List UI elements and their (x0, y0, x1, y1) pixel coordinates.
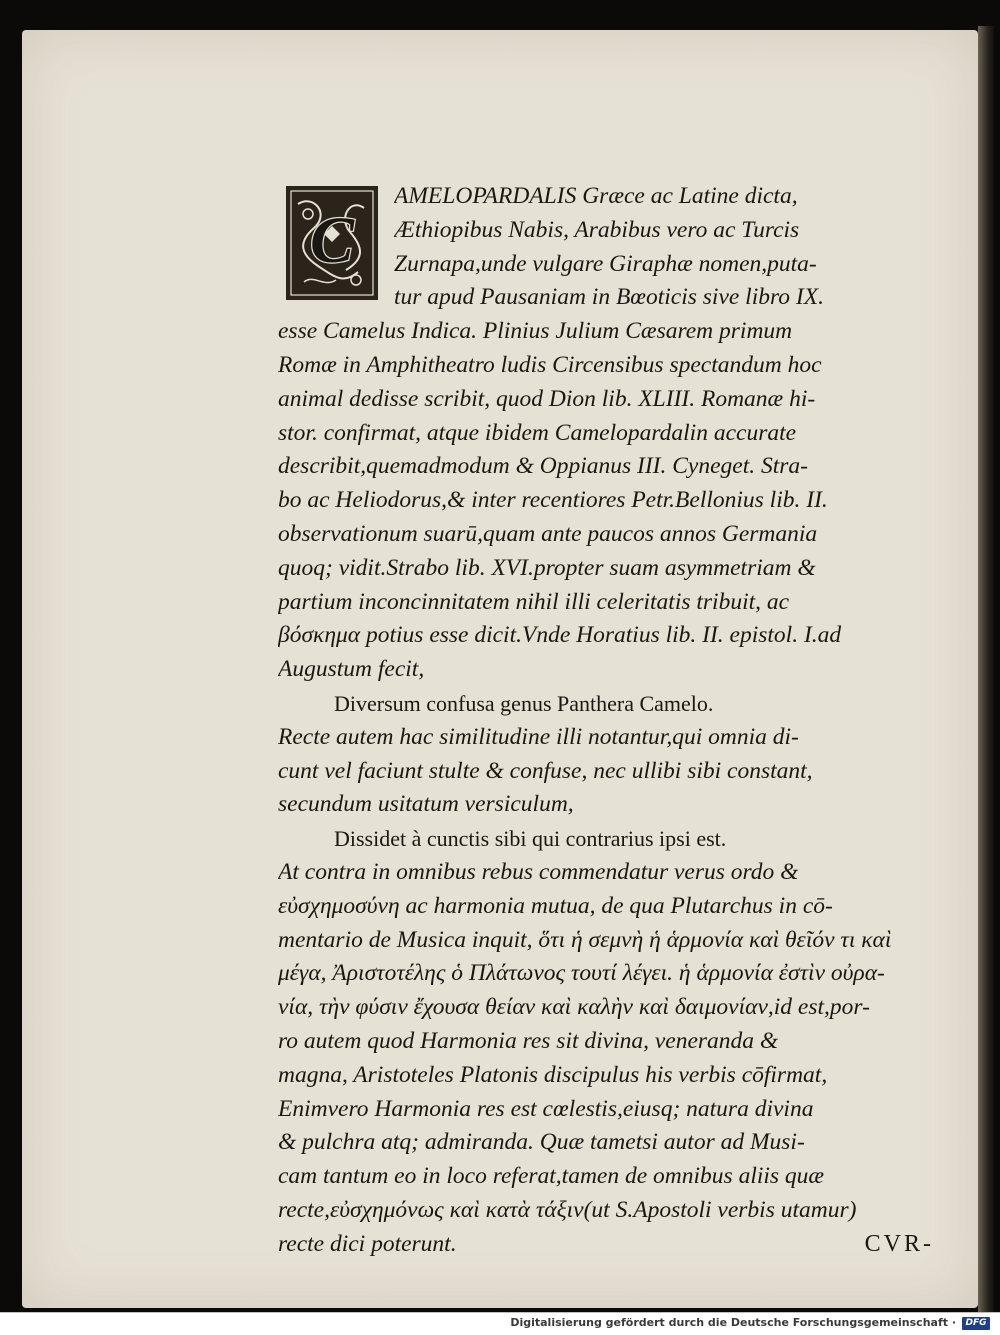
text-line: Zurnapa,unde vulgare Giraphæ nomen,puta- (394, 250, 817, 277)
initial-letter: C (309, 204, 355, 277)
verse-line: Diversum confusa genus Panthera Camelo. (334, 690, 714, 716)
text-line: εὐσχημοσύνη ac harmonia mutua, de qua Plutarchus in cō- (278, 892, 833, 919)
text-line: animal dedisse scribit, quod Dion lib. XLIII. Romanæ hi- (278, 385, 816, 412)
text-line: νία, τὴν φύσιν ἔχουσα θείαν καὶ καλὴν καὶ δαιμονίαν,id est,por- (278, 994, 870, 1021)
text-line: magna, Aristoteles Platonis discipulus his verbis cōfirmat, (278, 1061, 828, 1088)
text-line: & pulchra atq; admiranda. Quæ tametsi autor ad Musi- (278, 1129, 805, 1156)
footer-credit: Digitalisierung gefördert durch die Deutsche Forschungsgemeinschaft · (510, 1316, 956, 1329)
text-line: Augustum fecit, (278, 656, 425, 683)
text-line: secundum usitatum versiculum, (278, 791, 574, 818)
text-line: Æthiopibus Nabis, Arabibus vero ac Turcis (394, 216, 800, 243)
text-line: βόσκημα potius esse dicit.Vnde Horatius lib. II. epistol. I.ad (278, 622, 842, 649)
text-line: AMELOPARDALIS Græce ac Latine dicta, (394, 183, 798, 209)
text-line-last (278, 1228, 934, 1262)
text-line: esse Camelus Indica. Plinius Julium Cæsarem primum (278, 318, 793, 345)
text-line: recte dici poterunt. (278, 1230, 457, 1257)
text-line: stor. confirmat, atque ibidem Camelopardalin accurate (278, 419, 797, 446)
text-line: μέγα, Ἀριστοτέλης ὁ Πλάτωνος τουτί λέγει. ἡ ἁρμονία ἐστὶν οὐρα- (278, 960, 885, 987)
text-line: ro autem quod Harmonia res sit divina, veneranda & (278, 1027, 779, 1054)
verse-line: Dissidet à cunctis sibi qui contrarius ipsi est. (334, 826, 727, 852)
text-line: partium inconcinnitatem nihil illi celeritatis tribuit, ac (278, 588, 790, 615)
text-line: observationum suarū,quam ante paucos annos Germania (278, 520, 818, 547)
text-line: Enimvero Harmonia res est cœlestis,eiusq; natura divina (278, 1095, 814, 1122)
text-line: bo ac Heliodorus,& inter recentiores Petr.Bellonius lib. II. (278, 487, 828, 514)
text-line: cunt vel faciunt stulte & confuse, nec ullibi sibi constant, (278, 757, 813, 784)
text-line: quoq; vidit.Strabo lib. XVI.propter suam asymmetriam & (278, 554, 816, 581)
text-line: mentario de Musica inquit, ὅτι ἡ σεμνὴ ἡ ἁρμονία καὶ θεῖόν τι καὶ (278, 926, 892, 953)
text-line: At contra in omnibus rebus commendatur verus ordo & (278, 858, 799, 885)
digitization-footer (0, 1312, 1000, 1335)
text-line: tur apud Pausaniam in Bœoticis sive libro IX. (394, 284, 824, 311)
text-line: Recte autem hac similitudine illi notantur,qui omnia di- (278, 723, 799, 750)
decorated-initial (284, 184, 380, 302)
book-page (22, 30, 978, 1308)
ornamental-initial-graphic (284, 184, 380, 302)
body-text (278, 180, 934, 1262)
dfg-logo-icon: DFG (962, 1317, 990, 1330)
text-line: recte,εὐσχημόνως καὶ κατὰ τάξιν(ut S.Apostoli verbis utamur) (278, 1196, 857, 1223)
text-line: describit,quemadmodum & Oppianus III. Cyneget. Stra- (278, 453, 808, 480)
text-line: Romæ in Amphitheatro ludis Circensibus spectandum hoc (278, 351, 822, 378)
catchword: CVR- (864, 1230, 934, 1257)
text-line: cam tantum eo in loco referat,tamen de omnibus aliis quæ (278, 1163, 825, 1190)
page-edge (978, 26, 994, 1312)
